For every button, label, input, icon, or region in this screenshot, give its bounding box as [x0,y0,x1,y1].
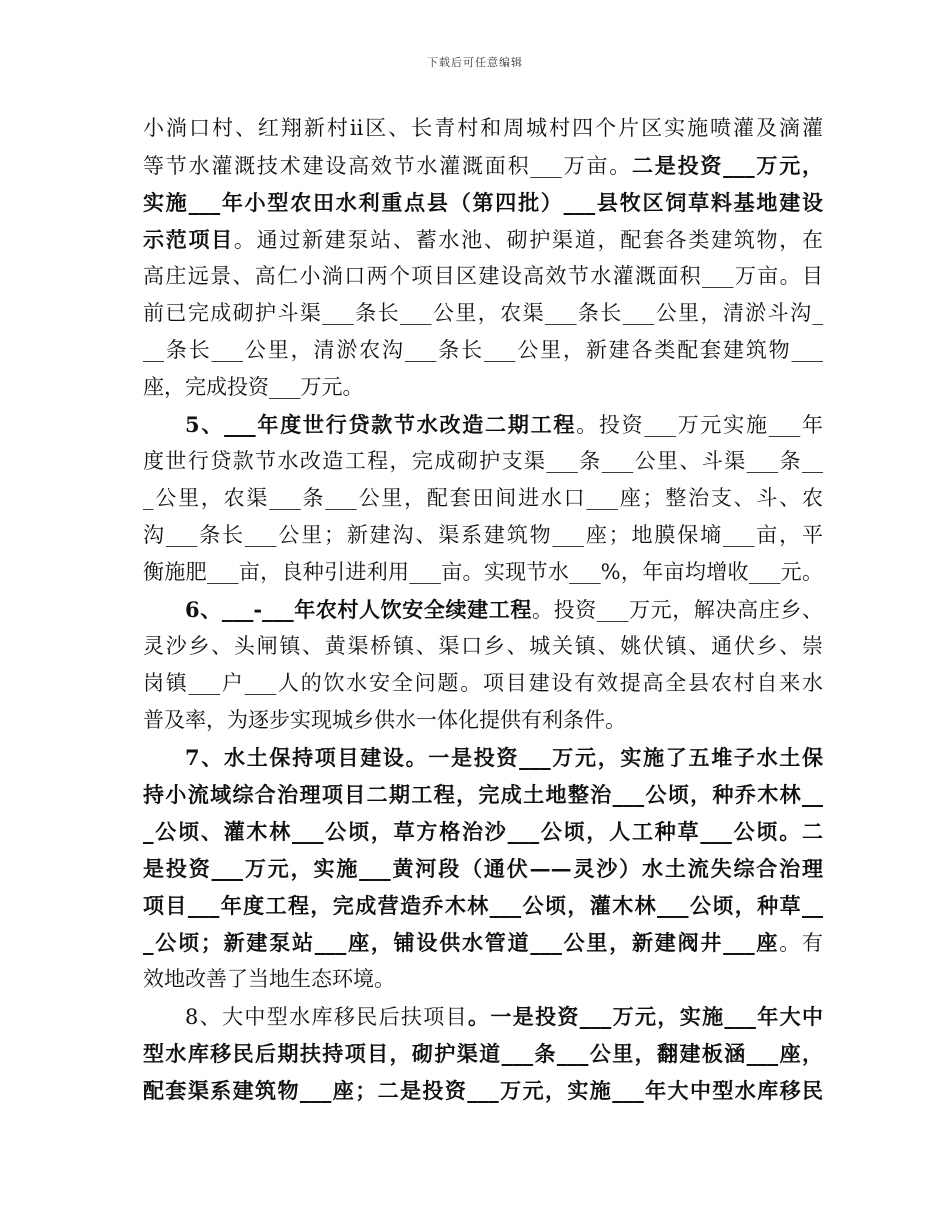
text-line [143,332,823,369]
text-segment: 小淌口村、红翔新村ii区、长青村和周城村四个片区实施喷灌及滴灌 [143,116,823,140]
text-line [143,258,823,295]
document-body [143,110,823,1109]
text-segment: 效地改善了当地生态环境。 [143,967,395,991]
text-line [143,702,823,739]
bold-text-segment: _公顷、灌木林___公顷，草方格治沙___公顷，人工种草___公顷。二 [143,819,823,844]
text-segment: __条长___公里，清淤农沟___条长___公里，新建各类配套建筑物___ [143,338,823,362]
text-segment: _公里，农渠___条___公里，配套田间进水口___座；整治支、斗、农 [143,486,823,510]
bold-text-segment: 配套渠系建筑物___座；二是投资___万元，实施___年大中型水库移民 [143,1078,823,1103]
text-segment: 衡施肥___亩，良种引进利用___亩。实现节水___%，年亩均增收___元。 [143,560,823,584]
text-segment: 灵沙乡、头闸镇、黄渠桥镇、渠口乡、城关镇、姚伏镇、通伏乡、崇 [143,634,823,658]
text-line [143,961,823,998]
text-segment: 。通过新建泵站、蓄水池、砌护渠道，配套各类建筑物，在 [233,228,824,252]
bold-text-segment: 二是投资___万元， [632,153,823,178]
bold-text-segment: 型水库移民后期扶持项目，砌护渠道___条___公里，翻建板涵___座， [143,1041,823,1066]
text-line [143,628,823,665]
text-segment: 。投资___万元实施___年 [576,413,823,437]
text-line [143,739,823,776]
bold-text-segment: 6、___-___年农村人饮安全续建工程 [185,597,533,622]
bold-text-segment: 示范项目 [143,227,234,252]
text-segment: 高庄远景、高仁小淌口两个项目区建设高效节水灌溉面积___万亩。目 [143,264,823,288]
text-line [143,184,823,221]
text-line [143,1072,823,1109]
text-line [143,887,823,924]
text-line [143,850,823,887]
text-line [143,665,823,702]
bold-text-segment: 项目___年度工程，完成营造乔木林___公顷，灌木林___公顷，种草__ [143,893,823,918]
text-line [143,480,823,517]
bold-text-segment: _公顷；新建泵站___座，铺设供水管道___公里，新建阀井___座 [143,930,780,955]
text-line [143,1035,823,1072]
text-line [143,998,823,1035]
text-line [143,591,823,628]
text-segment: 普及率，为逐步实现城乡供水一体化提供有利条件。 [143,708,626,732]
text-line [143,369,823,406]
bold-text-segment: 7、水土保持项目建设。一是投资___万元，实施了五堆子水土保 [185,745,823,770]
text-line [143,517,823,554]
text-line [143,110,823,147]
text-line [143,776,823,813]
text-line [143,554,823,591]
text-segment: 沟___条长___公里；新建沟、渠系建筑物___座；地膜保墒___亩，平 [143,523,823,547]
text-line [143,443,823,480]
bold-text-segment: 持小流域综合治理项目二期工程，完成土地整治___公顷，种乔木林__ [143,782,823,807]
text-line [143,295,823,332]
text-segment: 座，完成投资___万元。 [143,375,364,399]
text-segment: 度世行贷款节水改造工程，完成砌护支渠___条___公里、斗渠___条__ [143,449,823,473]
text-segment: 等节水灌溉技术建设高效节水灌溉面积___万亩。 [143,154,632,178]
text-line [143,924,823,961]
page-header: 下载后可任意编辑 [427,56,523,69]
text-line [143,147,823,184]
text-line [143,406,823,443]
bold-text-segment: 实施___年小型农田水利重点县（第四批）___县牧区饲草料基地建设 [143,190,823,215]
text-segment: 。有 [779,931,824,955]
bold-text-segment: 。一是投资___万元，实施___年大中 [468,1004,823,1029]
text-line [143,221,823,258]
text-line [143,813,823,850]
text-segment: 8、大中型水库移民后扶项目 [185,1005,468,1029]
bold-text-segment: 5、___年度世行贷款节水改造二期工程 [185,412,577,437]
text-segment: 。投资___万元，解决高庄乡、 [532,598,824,622]
bold-text-segment: 是投资___万元，实施___黄河段（通伏——灵沙）水土流失综合治理 [143,856,823,881]
text-segment: 前已完成砌护斗渠___条长___公里，农渠___条长___公里，清淤斗沟_ [143,301,823,325]
text-segment: 岗镇___户___人的饮水安全问题。项目建设有效提高全县农村自来水 [143,671,823,695]
